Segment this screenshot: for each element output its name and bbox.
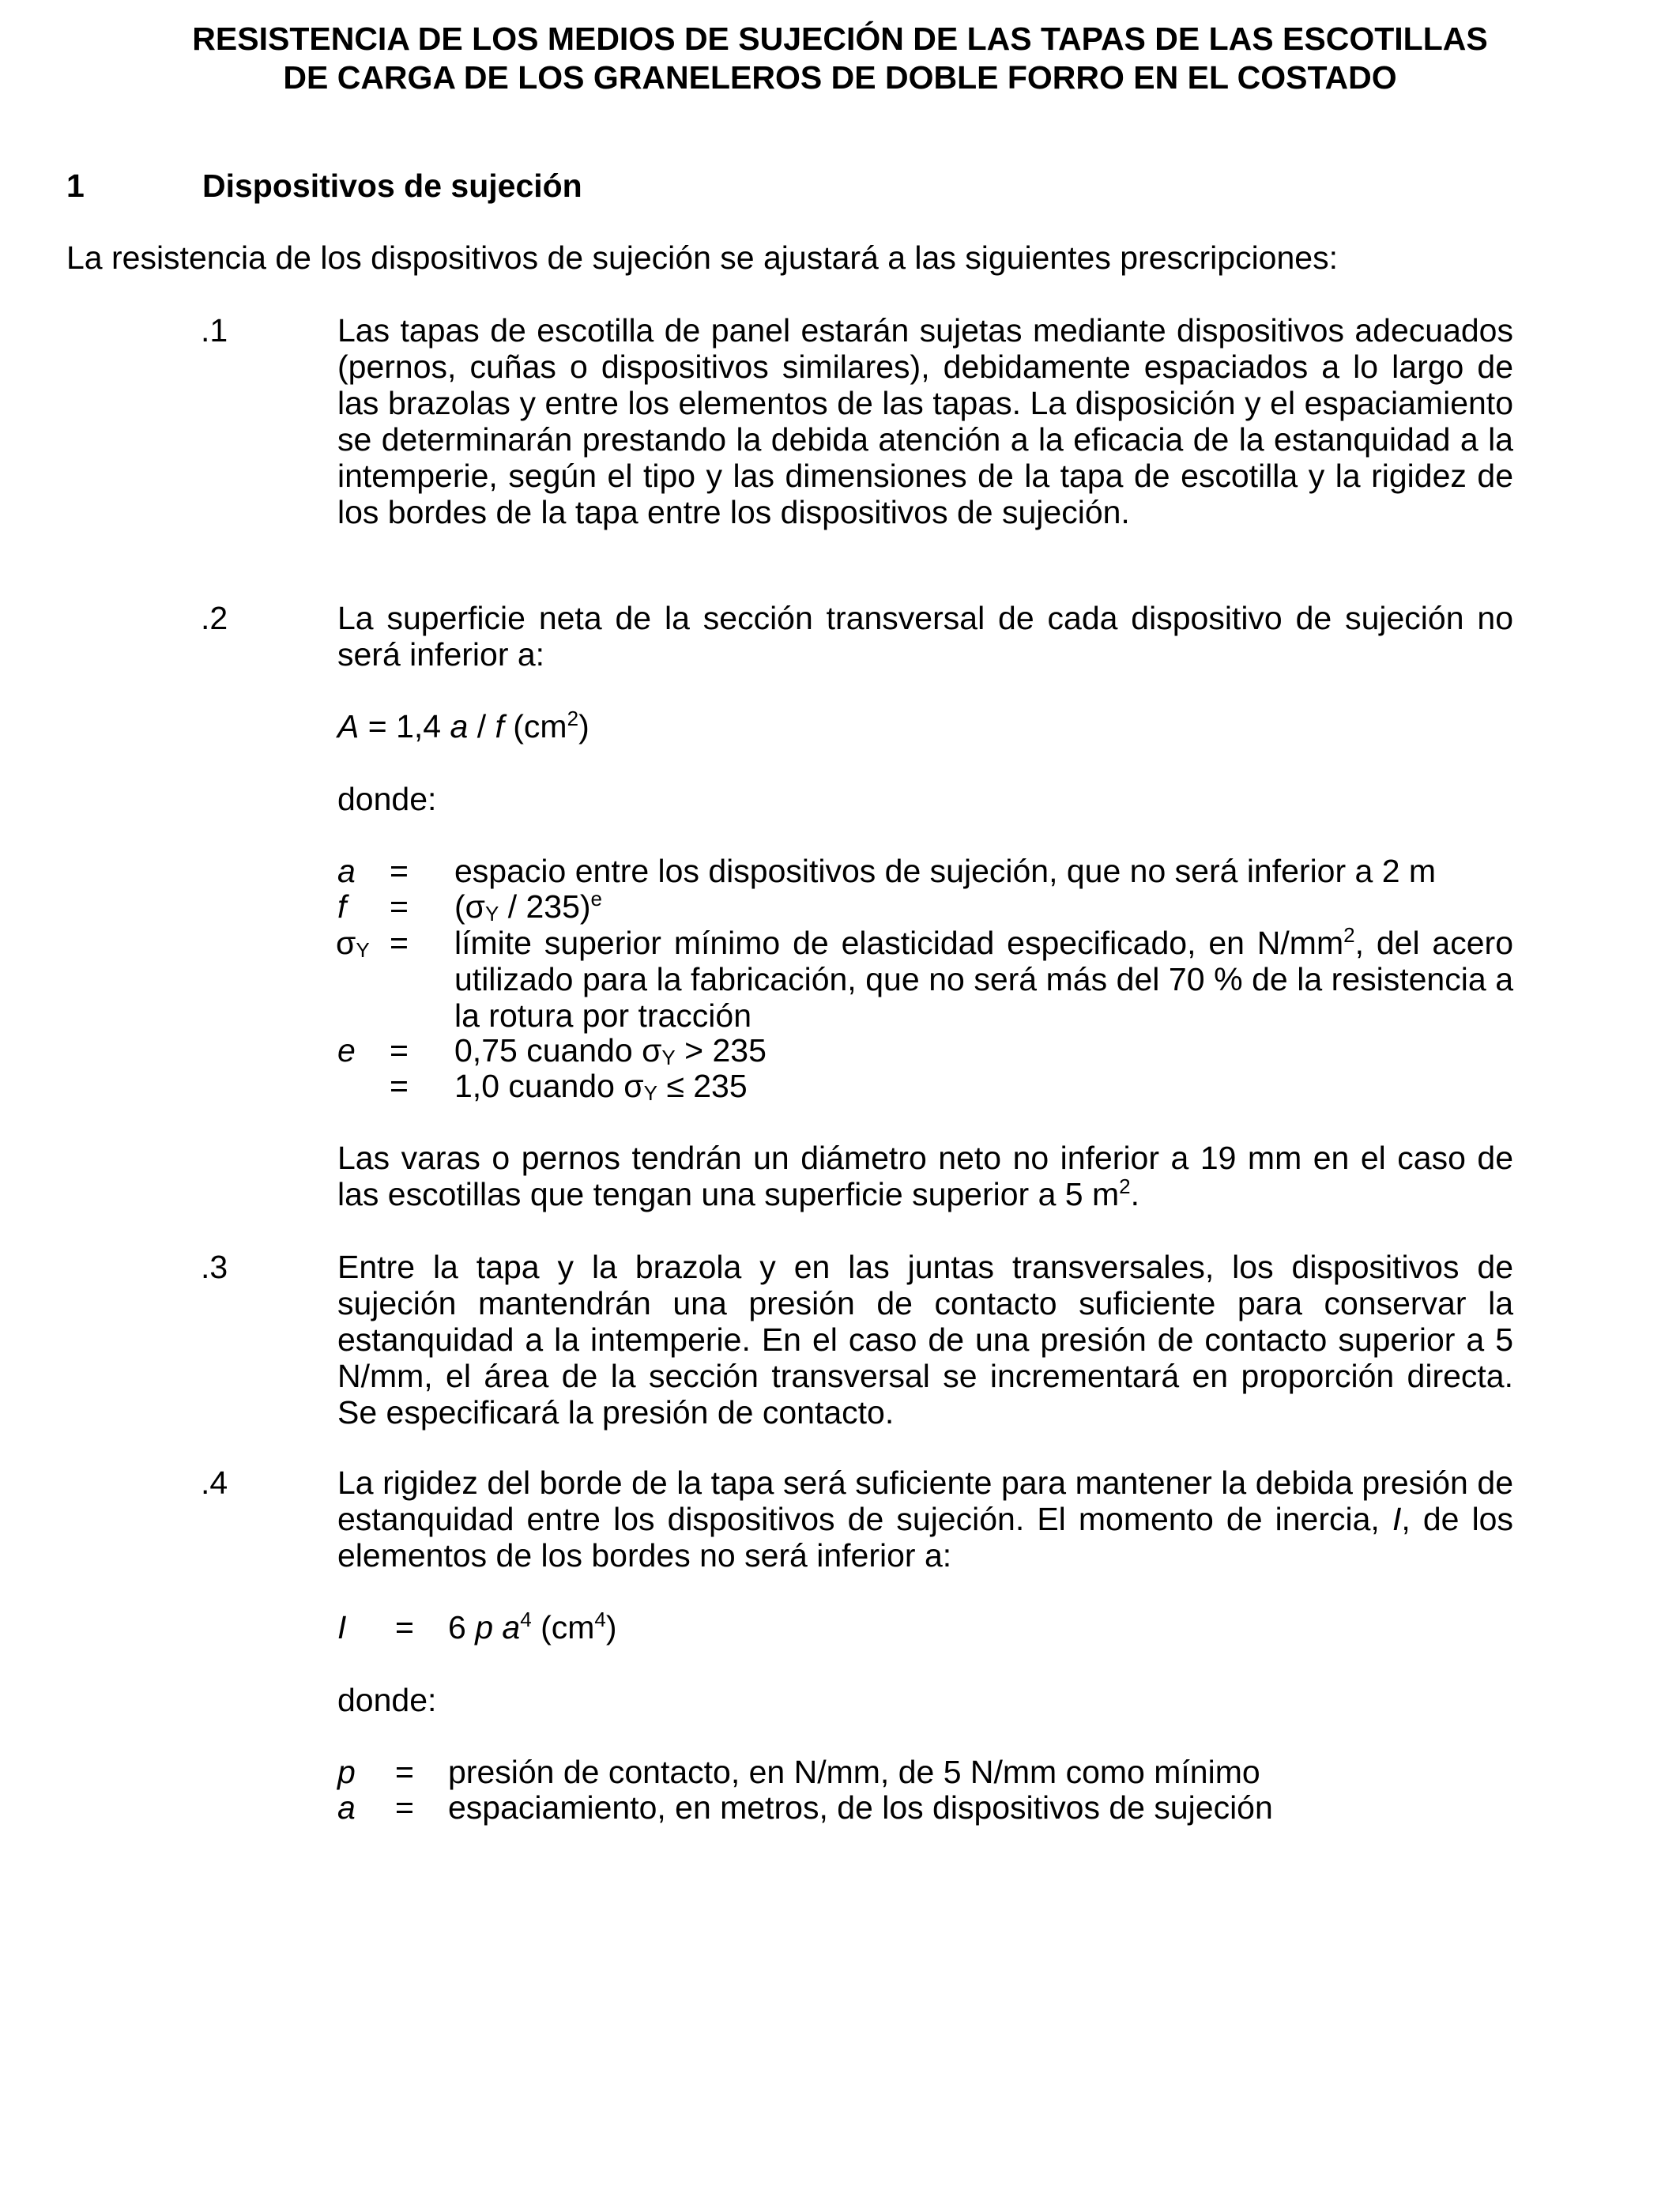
subscript: Y [484, 902, 499, 925]
definition-text: espaciamiento, en metros, de los dispositivos de sujeción [448, 1789, 1273, 1826]
definition-equals: = [390, 925, 409, 961]
definition-equals: = [395, 1754, 414, 1790]
definition-text-part: límite superior mínimo de elasticidad especificado, en N/mm [454, 925, 1344, 961]
definition-text: presión de contacto, en N/mm, de 5 N/mm como mínimo [448, 1754, 1260, 1790]
formula-exponent: 4 [520, 1608, 532, 1631]
item-2-note [337, 1140, 1513, 1212]
formula-cross-section [337, 708, 590, 745]
definition-symbol: f [337, 888, 347, 925]
formula-exponent: 2 [567, 707, 579, 730]
subscript: Y [356, 938, 370, 962]
definition-text-part: (σ [454, 888, 485, 925]
formula-text: (cm [531, 1609, 595, 1646]
item-number: .4 [201, 1465, 228, 1501]
superscript: 2 [1119, 1174, 1131, 1198]
formula-text: (cm [503, 708, 567, 745]
formula-text: / [468, 708, 495, 745]
definition-symbol [336, 925, 370, 962]
section-heading: Dispositivos de sujeción [202, 168, 582, 204]
definition-symbol: e [337, 1032, 356, 1069]
definition-symbol: p [337, 1754, 356, 1790]
definition-equals: = [390, 1032, 409, 1069]
definition-text-part: , del acero utilizado para la fabricación, que no será más del 70 % de la resistencia a la rotura por tracción [454, 925, 1513, 1034]
item-4-paragraph [337, 1465, 1513, 1574]
formula-variable: I [337, 1609, 347, 1646]
document-title-line-2: DE CARGA DE LOS GRANELEROS DE DOBLE FORRO EN EL COSTADO [283, 59, 1397, 96]
superscript: 2 [1343, 923, 1355, 947]
item-3-paragraph: Entre la tapa y la brazola y en las juntas transversales, los dispositivos de sujeción mantendrán una presión de contacto suficiente para conservar la estanquidad a la intemperie. En el caso de una presión de contacto superior a 5 N/mm, el área de la sección transversal se incrementará en proporción directa. Se especificará la presión de contacto. [337, 1249, 1513, 1431]
subscript: Y [643, 1081, 657, 1105]
definition-equals: = [390, 1068, 409, 1104]
sigma-symbol: σ [336, 925, 356, 961]
definition-text: espacio entre los dispositivos de sujeción, que no será inferior a 2 m [454, 853, 1437, 889]
intro-paragraph: La resistencia de los dispositivos de sujeción se ajustará a las siguientes prescripciones: [66, 239, 1338, 276]
formula-variable: A [337, 708, 360, 745]
paragraph-text-part: , de los elementos de los bordes no será inferior a: [337, 1501, 1513, 1574]
definition-symbol: a [337, 1789, 356, 1826]
definition-equals: = [390, 888, 409, 925]
formula-variable: p [475, 1609, 494, 1646]
subscript: Y [661, 1046, 676, 1069]
definition-text-part: ≤ 235 [657, 1068, 748, 1104]
section-number: 1 [66, 168, 85, 204]
note-text: Las varas o pernos tendrán un diámetro neto no inferior a 19 mm en el caso de las escotillas que tengan una superficie superior a 5 m [337, 1140, 1513, 1212]
definition-text-part: > 235 [675, 1032, 767, 1069]
document-title-line-1: RESISTENCIA DE LOS MEDIOS DE SUJECIÓN DE LAS TAPAS DE LAS ESCOTILLAS [192, 21, 1488, 57]
definition-text [454, 1068, 748, 1105]
formula-text: 6 [448, 1609, 476, 1646]
formula-variable: f [495, 708, 504, 745]
paragraph-text-part: La rigidez del borde de la tapa será suficiente para mantener la debida presión de estanquidad entre los dispositivos de sujeción. El momento de inercia, [337, 1465, 1513, 1537]
definition-equals: = [395, 1789, 414, 1826]
donde-label: donde: [337, 781, 437, 817]
formula-variable: a [450, 708, 469, 745]
inline-symbol: I [1392, 1501, 1402, 1537]
superscript: e [590, 887, 603, 910]
formula-equals: = [395, 1609, 414, 1646]
definition-text-part: 1,0 cuando σ [454, 1068, 644, 1104]
definition-text [454, 1032, 767, 1069]
formula-moment-of-inertia [448, 1609, 617, 1646]
definition-text [454, 925, 1513, 1034]
item-number: .1 [201, 312, 228, 349]
definition-text-part: 0,75 cuando σ [454, 1032, 662, 1069]
definition-text [454, 888, 602, 925]
formula-text: ) [578, 708, 590, 745]
item-1-paragraph: Las tapas de escotilla de panel estarán sujetas mediante dispositivos adecuados (pernos, cuñas o dispositivos similares), debidamente espaciados a lo largo de las brazolas y entre los elementos de las tapas. La disposición y el espaciamiento se determinarán prestando la debida atención a la eficacia de la estanquidad a la intemperie, según el tipo y las dimensiones de la tapa de escotilla y la rigidez de los bordes de la tapa entre los dispositivos de sujeción. [337, 312, 1513, 530]
item-number: .2 [201, 600, 228, 636]
note-text: . [1130, 1176, 1139, 1212]
formula-exponent: 4 [594, 1608, 606, 1631]
formula-text: = 1,4 [359, 708, 450, 745]
item-2-paragraph: La superficie neta de la sección transversal de cada dispositivo de sujeción no será inferior a: [337, 600, 1513, 673]
definition-equals: = [390, 853, 409, 889]
definition-text-part: / 235) [499, 888, 591, 925]
formula-variable: a [493, 1609, 521, 1646]
formula-text: ) [605, 1609, 617, 1646]
definition-symbol: a [337, 853, 356, 889]
donde-label: donde: [337, 1682, 437, 1718]
item-number: .3 [201, 1249, 228, 1285]
